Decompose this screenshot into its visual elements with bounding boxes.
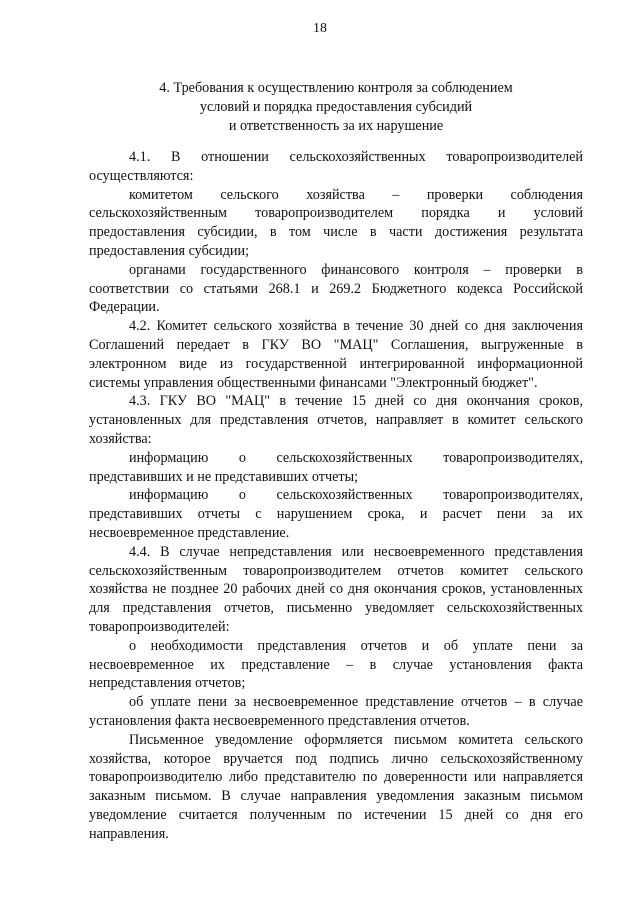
paragraph-notice-nonsubmission: о необходимости представления отчетов и об уплате пени за несвоевременное их представление – в случае установления факта непредставления отчетов; [89, 637, 583, 692]
paragraph-notice-late-submission: об уплате пени за несвоевременное представление отчетов – в случае установления факта несвоевременного представления отчетов. [89, 694, 583, 729]
paragraph-4-3: 4.3. ГКУ ВО "МАЦ" в течение 15 дней со дня окончания сроков, установленных для представления отчетов, направляет в комитет сельского хозяйства: [89, 393, 583, 447]
paragraph-financial-control: органами государственного финансового контроля – проверки в соответствии со статьями 268.1 и 269.2 Бюджетного кодекса Российской Федерации. [89, 261, 583, 316]
page-number: 18 [313, 21, 327, 36]
section-heading-line-2: условий и порядка предоставления субсидий [199, 99, 473, 115]
section-heading-line-1: 4. Требования к осуществлению контроля за соблюдением [159, 80, 513, 96]
paragraph-4-4: 4.4. В случае непредставления или несвоевременного представления сельскохозяйственным товаропроизводителем отчетов комитет сельского хозяйства не позднее 20 рабочих дней со дня окончания сроков, установленных для представления отчетов, письменно уведомляет сельскохозяйственных товаропроизводителей: [89, 543, 583, 635]
paragraph-written-notice: Письменное уведомление оформляется письмом комитета сельского хозяйства, которое вручается под подпись лично сельскохозяйственному товаропроизводителю либо представителю по доверенности или направляется заказным письмом. В случае направления уведомления заказным письмом уведомление считается полученным по истечении 15 дней со дня его направления. [89, 731, 583, 842]
section-heading-line-3: и ответственность за их нарушение [228, 118, 444, 134]
paragraph-4-2: 4.2. Комитет сельского хозяйства в течение 30 дней со дня заключения Соглашений передает в ГКУ ВО "МАЦ" Соглашения, выгруженные в электронном виде из государственной интегрированной информационной системы управления общественными финансами "Электронный бюджет". [89, 318, 583, 391]
paragraph-committee-checks: комитетом сельского хозяйства – проверки соблюдения сельскохозяйственным товаропроизводителем порядка и условий предоставления субсидии, в том числе в части достижения результата предоставления субсидии; [89, 186, 583, 259]
paragraph-4-1: 4.1. В отношении сельскохозяйственных товаропроизводителей осуществляются: [89, 149, 583, 184]
paragraph-info-reports: информацию о сельскохозяйственных товаропроизводителях, представивших и не представивших отчеты; [89, 449, 583, 485]
section-heading [88, 79, 584, 136]
section-body [89, 148, 583, 843]
paragraph-info-late-reports: информацию о сельскохозяйственных товаропроизводителях, представивших отчеты с нарушением срока, и расчет пени за их несвоевременное представление. [89, 487, 583, 541]
